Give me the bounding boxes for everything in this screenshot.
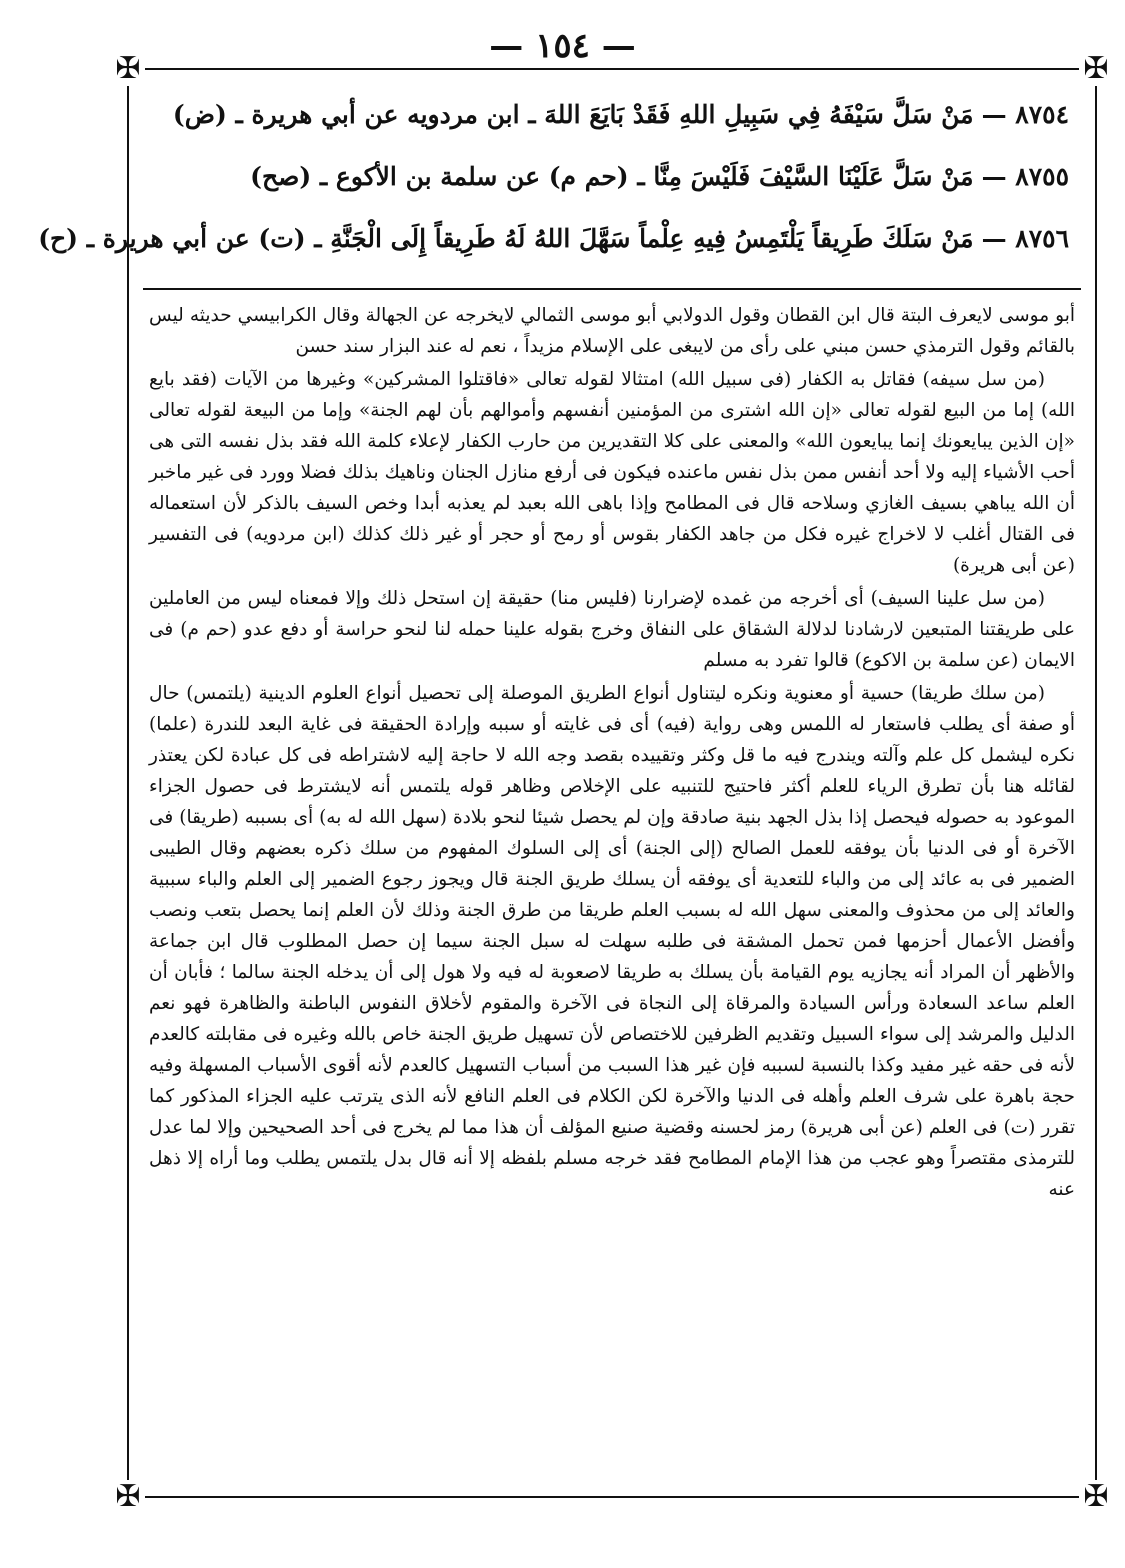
- commentary-paragraph: (من سلك طريقا) حسية أو معنوية ونكره ليتناول أنواع الطريق الموصلة إلى تحصيل أنواع العلوم الدينية (يلتمس) حال أو صفة أى يطلب فاستعار له اللمس وهى رواية (فيه) أى فى غايته أو سببه وإرادة الحقيقة فى غاية البعد للندرة (علما) نكره ليشمل كل علم وآلته ويندرج فيه ما قل وكثر وتقييده بقصد وجه الله لا حاجة إليه لاشتراطه فى كل عبادة لكن يعتذر لقائله هنا بأن تطرق الرياء للعلم أكثر فاحتيج للتنبيه على الإخلاص وظاهر قوله يلتمس أنه لايشترط فى حصول الجزاء الموعود به حصوله فيحصل إذا بذل الجهد بنية صادقة وإن لم يحصل شيئا لنحو بلادة (سهل الله له به) أى بسببه (طريقا) فى الآخرة أو فى الدنيا بأن يوفقه للعمل الصالح (إلى الجنة) أى إلى السلوك المفهوم من سلك ذكره بعضهم وقال الطيبى الضمير فى به عائد إلى من والباء للتعدية أى يوفقه أن يسلك طريق الجنة قال ويجوز رجوع الضمير إلى العلم والباء سببية والعائد إلى من محذوف والمعنى سهل الله له بسبب العلم طريقا من طرق الجنة وذلك لأن العلم إنما يحصل بتعب ونصب وأفضل الأعمال أحزمها فمن تحمل المشقة فى طلبه سهلت له سبل الجنة سيما إن حصل المطلوب قال ابن جماعة والأظهر أن المراد أنه يجازيه يوم القيامة بأن يسلك به طريقا لاصعوبة له فيه ولا هول إلى أن يدخله الجنة سالما ؛ فأبان أن العلم ساعد السعادة ورأس السيادة والمرقاة إلى النجاة فى الآخرة والمقوم لأخلاق النفوس الباطنة والظاهرة فهو نعم الدليل والمرشد إلى سواء السبيل وتقديم الظرفين للاختصاص لأن تسهيل طريق الجنة خاص بالله وغيره فى مقابلته كالعدم لأنه فى حقه غير مفيد وكذا بالنسبة لسببه فإن غير هذا السبب من أسباب التسهيل كالعدم لأنه أقوى الأسباب المسهلة وفيه حجة باهرة على شرف العلم وأهله فى الدنيا والآخرة لكن الكلام فى العلم النافع لأنه الذى يترتب عليه الجزاء المذكور كما تقرر (ت) فى العلم (عن أبى هريرة) رمز لحسنه وقضية صنيع المؤلف أن هذا مما لم يخرج فى أحد الصحيحين وإلا لما عدل للترمذى مقتصراً وهو عجب من هذا الإمام المطامح فقد خرجه مسلم بلفظه إلا أنه قال بدل يلتمس يطلب وما أراه إلا ذهل عنه: [149, 683, 1075, 1200]
- hadith-list: [38, 70, 1095, 286]
- hadith-entry: [155, 100, 1069, 162]
- hadith-number: ٨٧٥٥ —: [981, 162, 1069, 191]
- commentary: [149, 300, 1075, 1207]
- hadith-number: ٨٧٥٤ —: [981, 100, 1069, 129]
- corner-ornament-icon: ✠: [111, 1480, 145, 1514]
- hadith-text: مَنْ سَلَّ سَيْفَهُ فِي سَبِيلِ اللهِ فَقَدْ بَايَعَ اللهَ ـ ابن مردويه عن أبي هريرة ـ (ض): [172, 100, 974, 129]
- hadith-entry: [38, 224, 1069, 286]
- corner-ornament-icon: ✠: [1079, 52, 1113, 86]
- corner-ornament-icon: ✠: [1079, 1480, 1113, 1514]
- corner-ornament-icon: ✠: [111, 52, 145, 86]
- section-divider: [143, 288, 1081, 290]
- page-frame: [38, 51, 1109, 1514]
- hadith-text: مَنْ سَلَكَ طَرِيقاً يَلْتَمِسُ فِيهِ عِلْماً سَهَّلَ اللهُ لَهُ طَرِيقاً إِلَى الْجَنَّةِ ـ (ت) عن أبي هريرة ـ (ح): [38, 224, 974, 253]
- commentary-paragraph: أبو موسى لايعرف البتة قال ابن القطان وقول الدولابي أبو موسى الثمالي لايخرجه عن الجهالة وقال الكرابيسي حديثه ليس بالقائم وقول الترمذي حسن مبني على رأى من لايبغى على الإسلام مزيداً ، نعم له عند البزار سند حسن: [149, 305, 1075, 357]
- commentary-paragraph: (من سل علينا السيف) أى أخرجه من غمده لإضرارنا (فليس منا) حقيقة إن استحل ذلك وإلا فمعناه ليس من العاملين على طريقتنا المتبعين لارشادنا لدلالة الشقاق على النفاق وخرج بقوله علينا حمله لنا لنحو حراسة أو دفع عدو (حم م) فى الايمان (عن سلمة بن الاكوع) قالوا تفرد به مسلم: [149, 588, 1075, 671]
- hadith-number: ٨٧٥٦ —: [981, 224, 1069, 253]
- hadith-entry: [155, 162, 1069, 224]
- hadith-text: مَنْ سَلَّ عَلَيْنَا السَّيْفَ فَلَيْسَ مِنَّا ـ (حم م) عن سلمة بن الأكوع ـ (صح): [250, 162, 974, 191]
- page-number: — ١٥٤ —: [489, 26, 636, 66]
- commentary-paragraph: (من سل سيفه) فقاتل به الكفار (فى سبيل الله) امتثالا لقوله تعالى «فاقتلوا المشركين» وغيرها من الآيات (فقد بايع الله) إما من البيع لقوله تعالى «إن الله اشترى من المؤمنين أنفسهم وأموالهم بأن لهم الجنة» وإما من البيعة لقوله تعالى «إن الذين يبايعونك إنما يبايعون الله» والمعنى على كلا التقديرين من حارب الكفار لإعلاء كلمة الله فقد بذل نفسه التى هى أحب الأشياء إليه ولا أحد أنفس ممن بذل نفس ماعنده فيكون فى أرفع منازل الجنان وناهيك بذلك فضلا وورد فى غير ماخبر أن الله يباهي بسيف الغازي وسلاحه قال فى المطامح وإذا باهى الله بعبد لم يعذبه أبدا وخص السيف بالذكر لأن استعماله فى القتال أغلب لا لاخراج غيره فكل من جاهد الكفار بقوس أو رمح أو حجر أو غير ذلك كذلك (ابن مردويه) فى التفسير (عن أبى هريرة): [149, 369, 1075, 576]
